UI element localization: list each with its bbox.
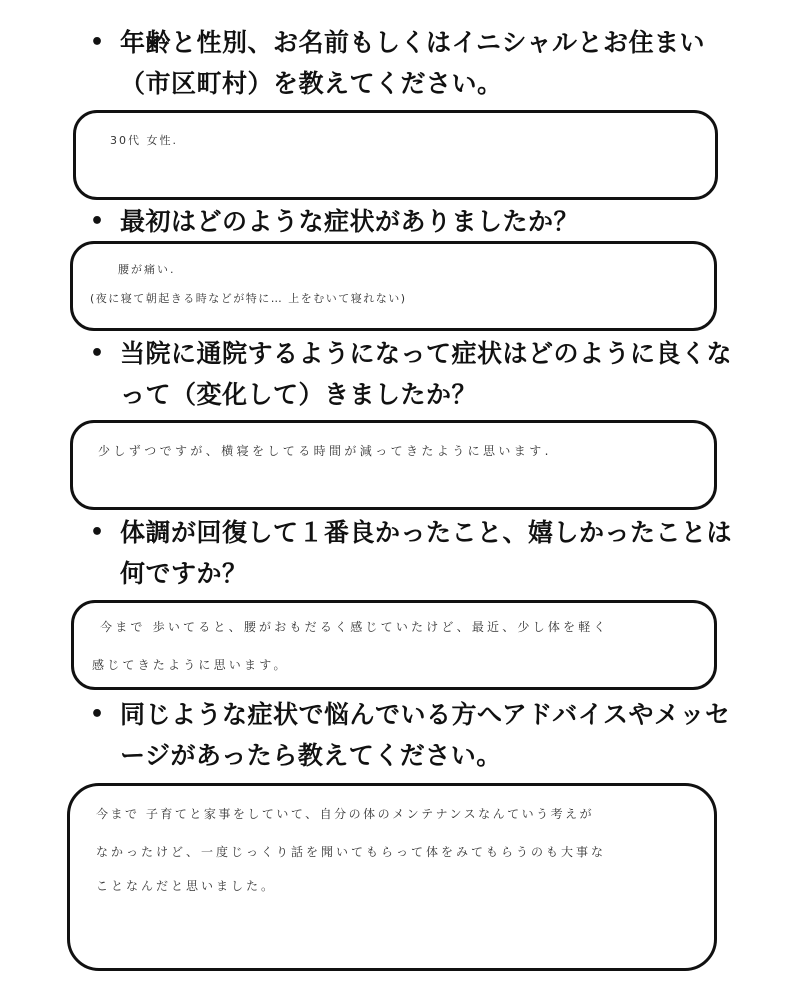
question-1-line-1: 年齢と性別、お名前もしくはイニシャルとお住まい [120,28,706,57]
answer-box-1 [73,110,718,200]
answer-box-3 [70,420,717,510]
answer-3-line-1: 少しずつですが、横寝をしてる時間が減ってきたように思います. [98,444,552,458]
question-1-line-2: （市区町村）を教えてください。 [120,69,503,98]
answer-5-line-1: 今まで 子育てと家事をしていて、自分の体のメンテナンスなんていう考えが [96,807,595,821]
bullet-icon: • [90,702,105,727]
question-1 [90,22,750,104]
question-3-line-1: 当院に通院するようになって症状はどのように良くな [120,339,733,368]
question-3-line-2: って（変化して）きましたか？ [120,380,478,409]
question-2 [90,201,750,242]
answer-box-4 [71,600,717,690]
answer-2-line-2: (夜に寝て朝起きる時などが特に… 上をむいて寝れない) [90,292,407,305]
bullet-icon: • [90,341,105,366]
question-3 [90,333,750,415]
answer-5-line-2: なかったけど、一度じっくり話を聞いてもらって体をみてもらうのも大事な [96,845,607,859]
question-4-line-1: 体調が回復して１番良かったこと、嬉しかったことは [120,518,733,547]
bullet-icon: • [90,209,105,234]
answer-1-line-1: 30代 女性. [110,134,178,147]
question-2-line-1: 最初はどのような症状がありましたか？ [120,207,580,236]
answer-2-line-1: 腰が痛い. [118,263,176,276]
bullet-icon: • [90,30,105,55]
answer-4-line-2: 感じてきたように思います。 [92,658,289,672]
bullet-icon: • [90,520,105,545]
answer-box-2 [70,241,717,331]
question-4-line-2: 何ですか？ [120,559,248,588]
question-5-line-2: ージがあったら教えてください。 [120,741,502,770]
question-5 [90,694,750,776]
question-4 [90,512,750,594]
question-5-line-1: 同じような症状で悩んでいる方へアドバイスやメッセ [120,700,731,729]
answer-4-line-1: 今まで 歩いてると、腰がおもだるく感じていたけど、最近、少し体を軽く [100,620,609,634]
answer-5-line-3: ことなんだと思いました。 [96,879,277,893]
